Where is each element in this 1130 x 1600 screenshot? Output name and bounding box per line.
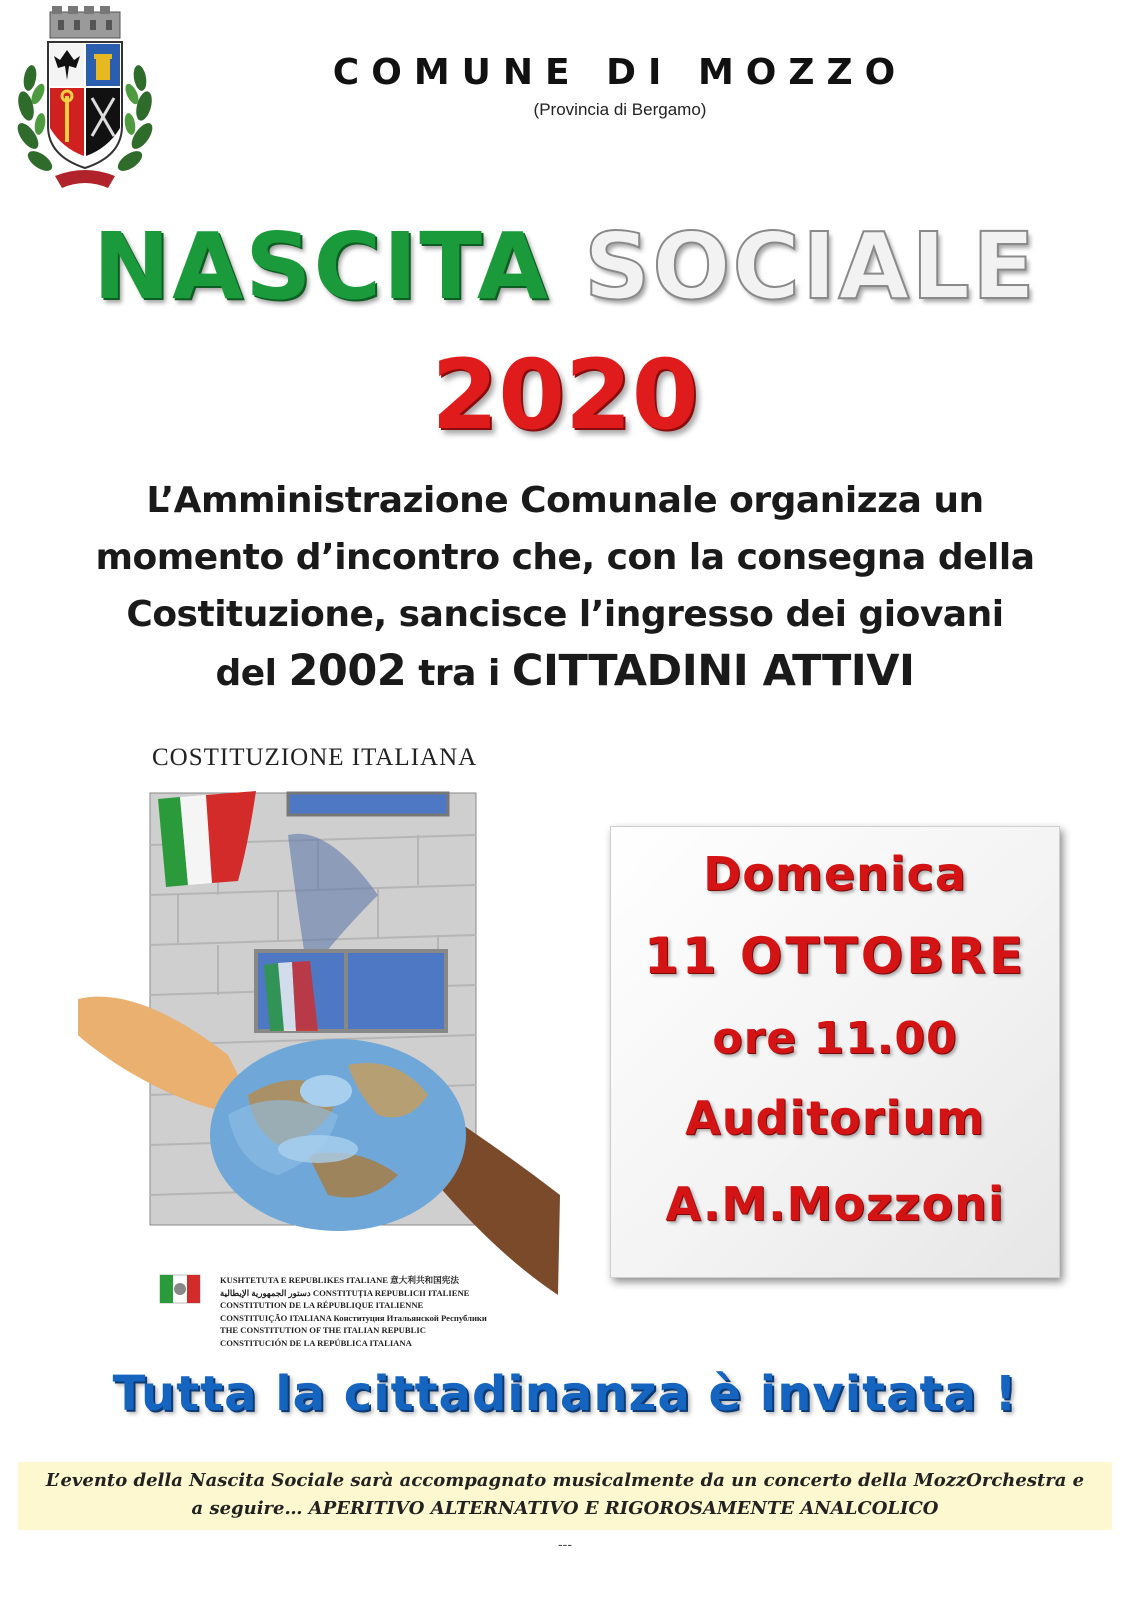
book-language-line: CONSTITUTION DE LA RÉPUBLIQUE ITALIENNE	[220, 1300, 424, 1311]
provincia-subtitle: (Provincia di Bergamo)	[533, 100, 707, 119]
event-time: ore 11.00	[712, 1013, 958, 1064]
intro-line-3: Costituzione, sancisce l’ingresso dei giovani	[126, 594, 1004, 635]
event-venue-line-2: A.M.Mozzoni	[665, 1177, 1005, 1231]
intro-cittadini-attivi: CITTADINI ATTIVI	[511, 646, 915, 696]
footer-note	[18, 1467, 1112, 1523]
headline	[0, 212, 1130, 322]
headline-word-sociale: SOCIALE	[584, 213, 1037, 320]
footer-note-line-2: a seguire… APERITIVO ALTERNATIVO E RIGOROSAMENTE ANALCOLICO	[191, 1498, 939, 1519]
invitation-text: Tutta la cittadinanza è invitata !	[112, 1366, 1018, 1422]
book-title: COSTITUZIONE ITALIANA	[152, 744, 478, 771]
intro-line-4	[30, 643, 1100, 702]
coat-of-arms-icon	[10, 6, 160, 196]
intro-line-2: momento d’incontro che, con la consegna della	[95, 537, 1035, 578]
event-day: Domenica	[703, 847, 967, 901]
book-language-line: دستور الجمهورية الإيطالية CONSTITUȚIA REPUBLICII ITALIENE	[220, 1287, 470, 1298]
book-language-list	[220, 1274, 520, 1350]
event-venue-line-1: Auditorium	[685, 1091, 985, 1145]
intro-paragraph	[30, 472, 1100, 702]
intro-line-1: L’Amministrazione Comunale organizza un	[146, 480, 984, 521]
book-language-line: THE CONSTITUTION OF THE ITALIAN REPUBLIC	[220, 1325, 426, 1336]
headline-year: 2020	[431, 339, 699, 451]
footer-note-line-1: L’evento della Nascita Sociale sarà accompagnato musicalmente da un concerto della MozzOrchestra e	[45, 1470, 1085, 1491]
intro-line-4-prefix: del	[215, 653, 289, 694]
event-details-box	[610, 826, 1060, 1278]
footer-dashes: ---	[558, 1536, 572, 1552]
book-language-line: KUSHTETUTA E REPUBLIKES ITALIANE 意大利共和国宪法	[220, 1275, 459, 1285]
constitution-book-cover	[78, 735, 560, 1365]
book-language-line: CONSTITUCIÓN DE LA REPÚBLICA ITALIANA	[220, 1337, 412, 1348]
intro-birth-year: 2002	[288, 646, 407, 696]
intro-line-4-mid: tra i	[406, 653, 512, 694]
book-language-line: CONSTITUIÇÃO ITALIANA Конституция Итальянской Республики	[220, 1312, 487, 1323]
headline-word-nascita: NASCITA	[93, 213, 551, 320]
comune-title: COMUNE DI MOZZO	[332, 52, 908, 93]
event-date: 11 OTTOBRE	[643, 927, 1027, 985]
